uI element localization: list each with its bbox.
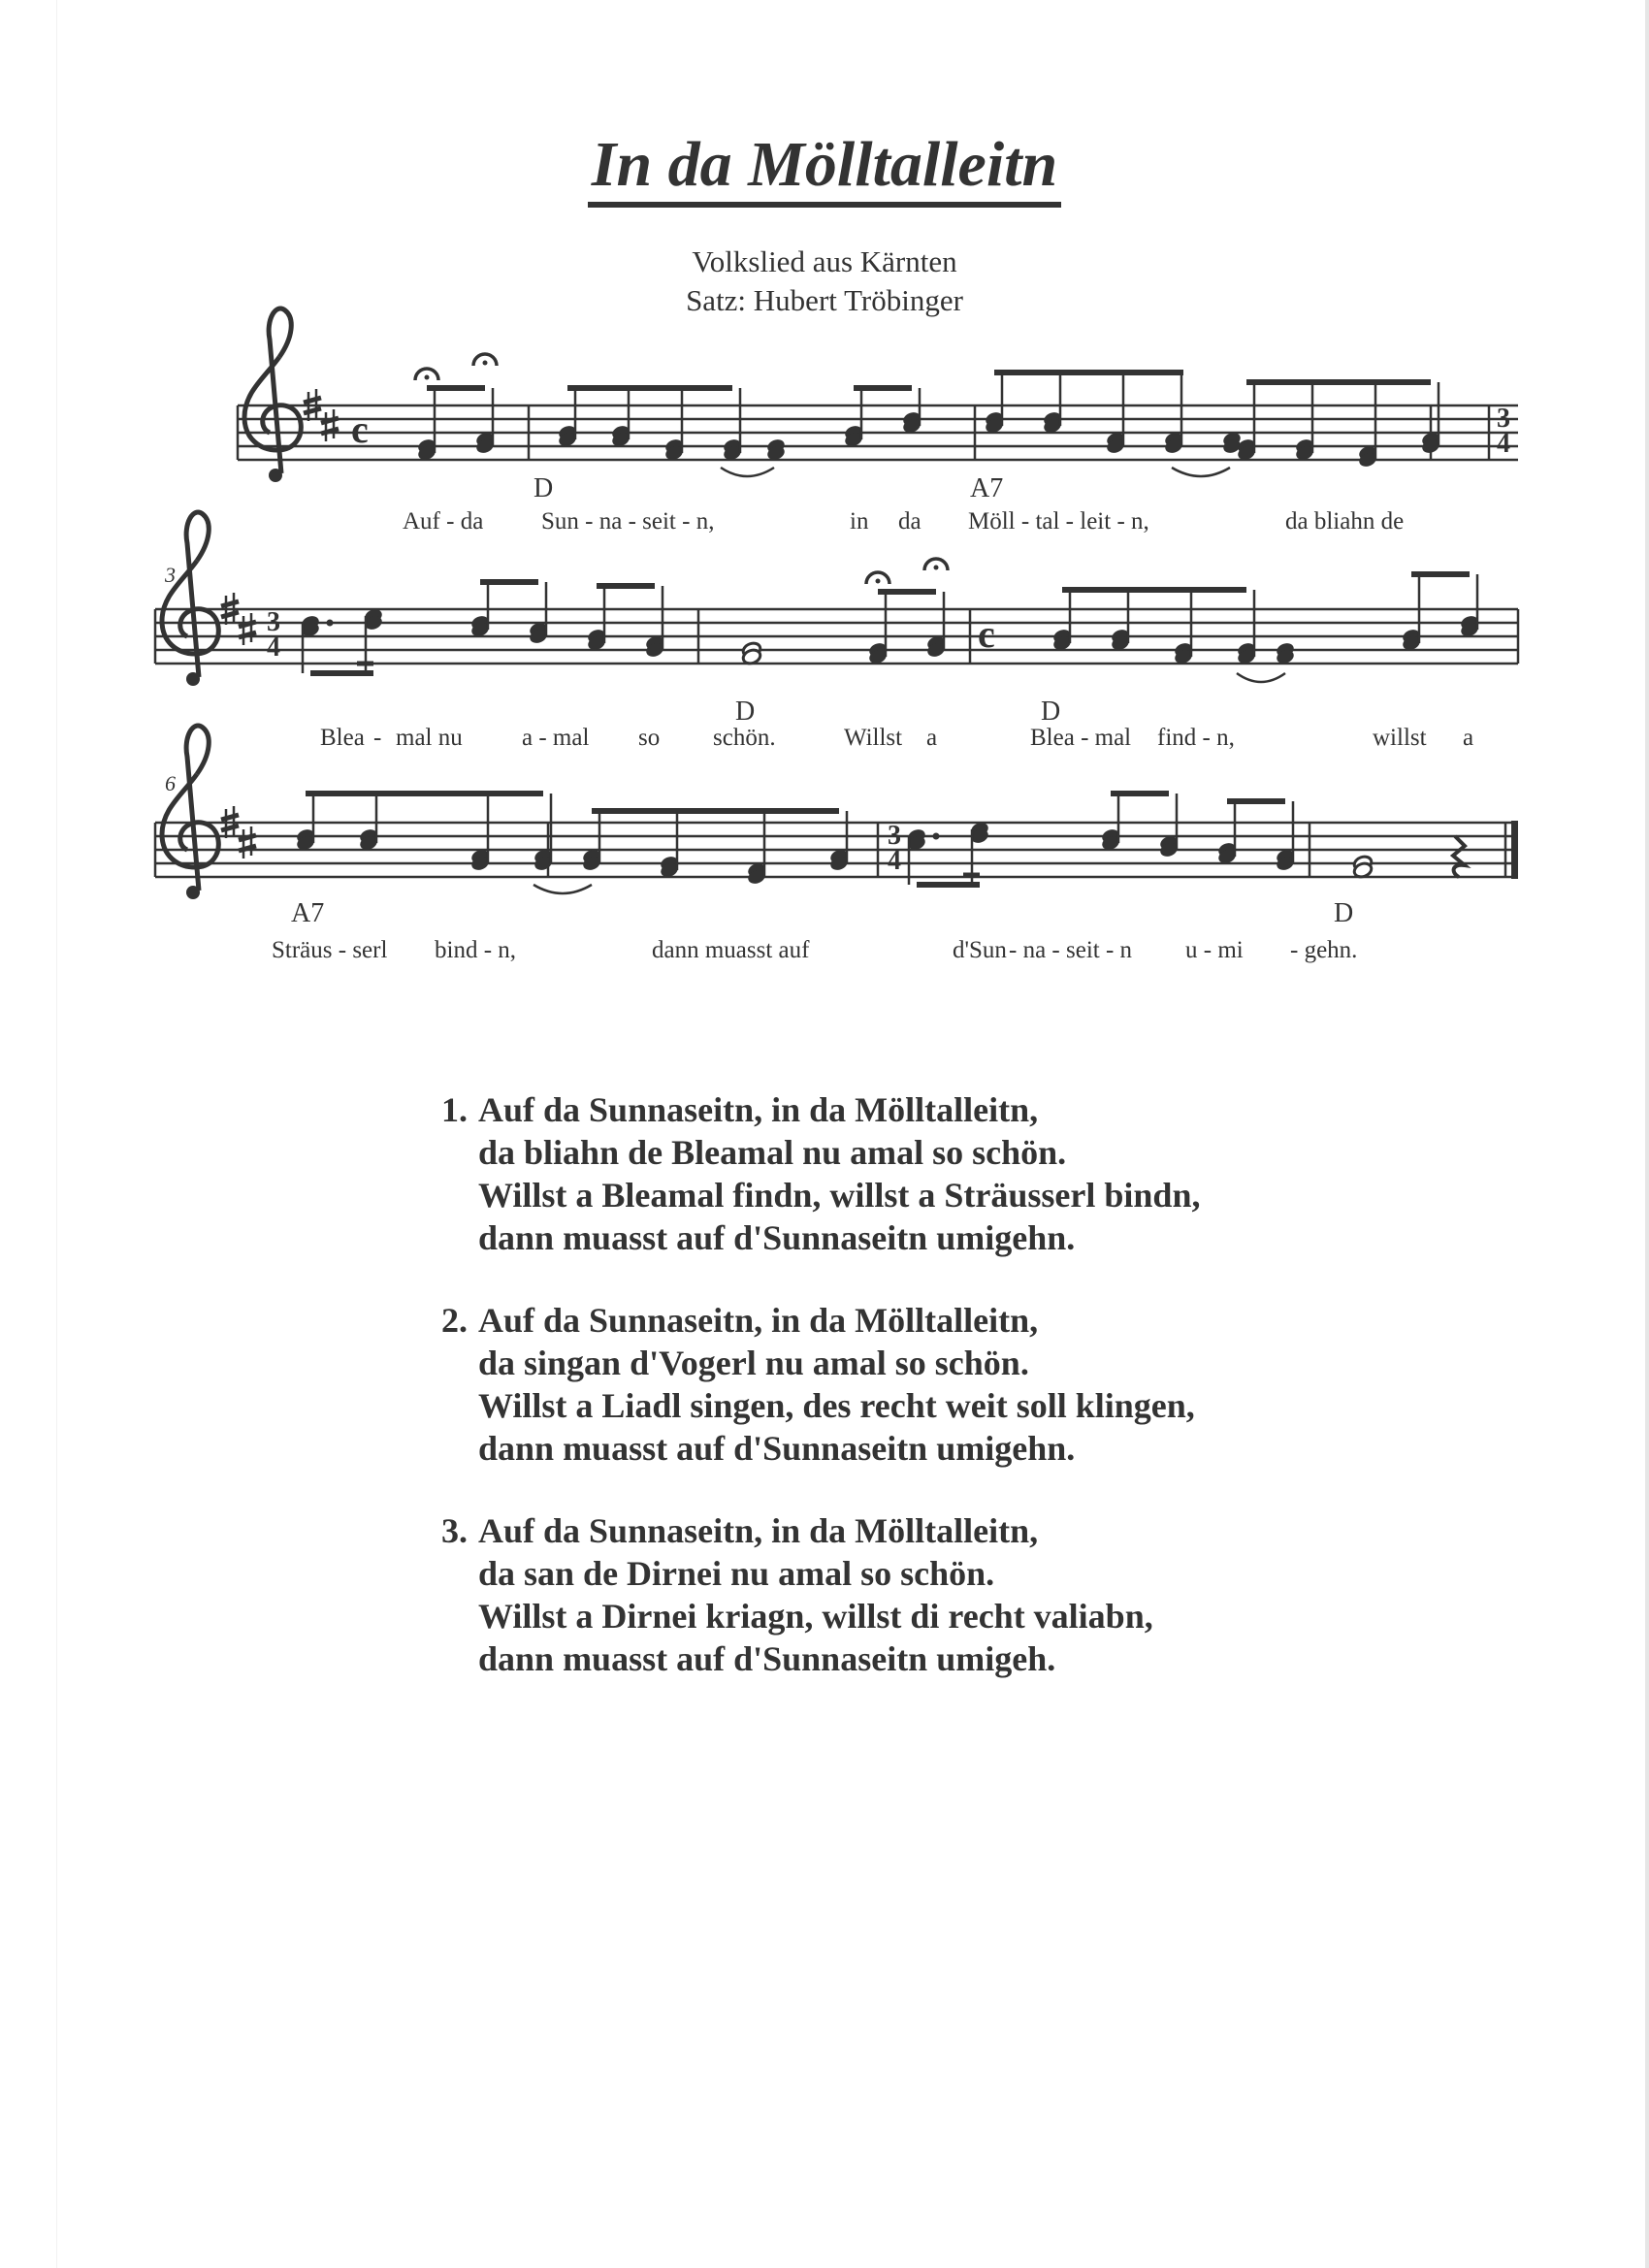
verse-1 — [441, 1088, 1200, 1259]
lyric: so — [638, 725, 661, 751]
lyric: a — [1463, 725, 1474, 751]
verse-text: Auf da Sunnaseitn, in da Mölltalleitn, — [478, 1090, 1039, 1129]
ties-system-3 — [534, 885, 592, 893]
verse-line — [441, 1216, 1200, 1259]
lyrics-system-1 — [403, 508, 1404, 535]
time-signature-bottom: 4 — [267, 632, 280, 663]
verse-line — [441, 1131, 1200, 1174]
lyric: Blea — [320, 725, 365, 751]
lyrics-system-2 — [320, 725, 1473, 751]
verse-text: dann muasst auf d'Sunnaseitn umigeh. — [478, 1639, 1056, 1678]
staff-system-2 — [155, 512, 1518, 751]
beams-system-1 — [427, 373, 1431, 388]
verse-text: dann muasst auf d'Sunnaseitn umigehn. — [478, 1429, 1076, 1468]
fermata-icon — [415, 369, 438, 380]
treble-clef-icon — [162, 726, 218, 899]
chord-symbol: D — [534, 473, 554, 503]
chord-symbol: D — [1041, 697, 1061, 727]
verse-line — [441, 1342, 1200, 1384]
fermata-icon — [473, 354, 497, 366]
verse-number: 2. — [441, 1301, 468, 1340]
lyric: find - n, — [1157, 725, 1235, 751]
sharp-icon — [239, 826, 256, 859]
notes-system-3 — [295, 794, 1373, 886]
treble-clef-icon — [162, 512, 218, 686]
verse-text: Willst a Bleamal findn, willst a Sträusserl bindn, — [478, 1176, 1201, 1215]
verse-line — [441, 1384, 1200, 1427]
fermata-icon — [924, 559, 948, 570]
verse-text: Willst a Dirnei kriagn, willst di recht valiabn, — [478, 1597, 1153, 1636]
lyric: Möll - tal - leit - n, — [968, 508, 1149, 535]
time-signature-top: 3 — [1497, 404, 1510, 434]
measure-number: 6 — [165, 771, 176, 795]
dot — [933, 833, 940, 840]
lyric: willst — [1373, 725, 1427, 751]
sharp-icon — [321, 409, 339, 441]
verse-line — [441, 1509, 1200, 1552]
beams-system-3 — [306, 794, 1285, 885]
staff-system-1 — [238, 308, 1518, 535]
verse-line — [441, 1595, 1200, 1637]
lyric: - — [373, 725, 382, 751]
time-signature-common: c — [351, 407, 369, 451]
chord-symbol: D — [735, 697, 756, 727]
treble-clef-icon — [244, 308, 301, 482]
time-signature-bottom: 4 — [888, 846, 901, 876]
lyric: Willst — [844, 725, 903, 751]
verse-text: da san de Dirnei nu amal so schön. — [478, 1554, 995, 1593]
lyric: - na - seit - n — [1009, 937, 1133, 963]
song-title-text: In da Mölltalleitn — [588, 129, 1061, 208]
lyric: u - mi — [1185, 937, 1244, 963]
time-signature-common: c — [978, 612, 995, 656]
lyric: in — [850, 508, 869, 535]
dot — [327, 620, 334, 627]
time-signature-top: 3 — [888, 821, 901, 851]
verse-text: Auf da Sunnaseitn, in da Mölltalleitn, — [478, 1511, 1039, 1550]
verse-line — [441, 1427, 1200, 1470]
sharp-icon — [239, 613, 256, 645]
quarter-rest-icon — [1453, 836, 1465, 877]
sheet-music — [0, 0, 1649, 1009]
verse-text: dann muasst auf d'Sunnaseitn umigehn. — [478, 1218, 1076, 1257]
lyric: Auf - da — [403, 508, 484, 535]
time-signature-top: 3 — [267, 607, 280, 637]
subtitle-arranger: Satz: Hubert Tröbinger — [686, 283, 963, 317]
verse-number: 3. — [441, 1511, 468, 1550]
lyric: d'Sun — [953, 937, 1007, 963]
verse-line — [441, 1637, 1200, 1680]
chord-symbol: A7 — [970, 473, 1004, 503]
chord-symbol: D — [1334, 898, 1354, 928]
lyric: bind - n, — [435, 937, 517, 963]
lyrics-system-3 — [272, 937, 1357, 963]
verse-line — [441, 1552, 1200, 1595]
lyric: dann muasst auf — [652, 937, 810, 963]
verse-text: da bliahn de Bleamal nu amal so schön. — [478, 1133, 1067, 1172]
verses — [441, 1088, 1200, 1720]
verse-text: da singan d'Vogerl nu amal so schön. — [478, 1344, 1029, 1382]
lyric: Blea - mal — [1030, 725, 1132, 751]
verse-text: Auf da Sunnaseitn, in da Mölltalleitn, — [478, 1301, 1039, 1340]
lyric: Sträus - serl — [272, 937, 388, 963]
verse-line — [441, 1299, 1200, 1342]
lyric: da bliahn de — [1285, 508, 1405, 535]
lyric: a - mal — [522, 725, 590, 751]
final-barline — [1511, 821, 1518, 879]
staff-system-3 — [155, 726, 1518, 963]
lyric: schön. — [713, 725, 776, 751]
verse-3 — [441, 1509, 1200, 1680]
lyric: a — [926, 725, 938, 751]
verse-line — [441, 1174, 1200, 1216]
verse-number: 1. — [441, 1090, 468, 1129]
verse-2 — [441, 1299, 1200, 1470]
fermata-icon — [866, 572, 889, 584]
lyric: - gehn. — [1290, 937, 1358, 963]
subtitle-origin: Volkslied aus Kärnten — [692, 244, 957, 278]
lyric: da — [898, 508, 922, 535]
time-signature-bottom: 4 — [1497, 429, 1510, 459]
verse-line — [441, 1088, 1200, 1131]
chord-symbol: A7 — [291, 898, 325, 928]
measure-number: 3 — [165, 563, 176, 587]
lyric: Sun - na - seit - n, — [541, 508, 715, 535]
ties-system-2 — [1237, 673, 1285, 682]
verse-text: Willst a Liadl singen, des recht weit soll klingen, — [478, 1386, 1195, 1425]
lyric: mal nu — [396, 725, 463, 751]
